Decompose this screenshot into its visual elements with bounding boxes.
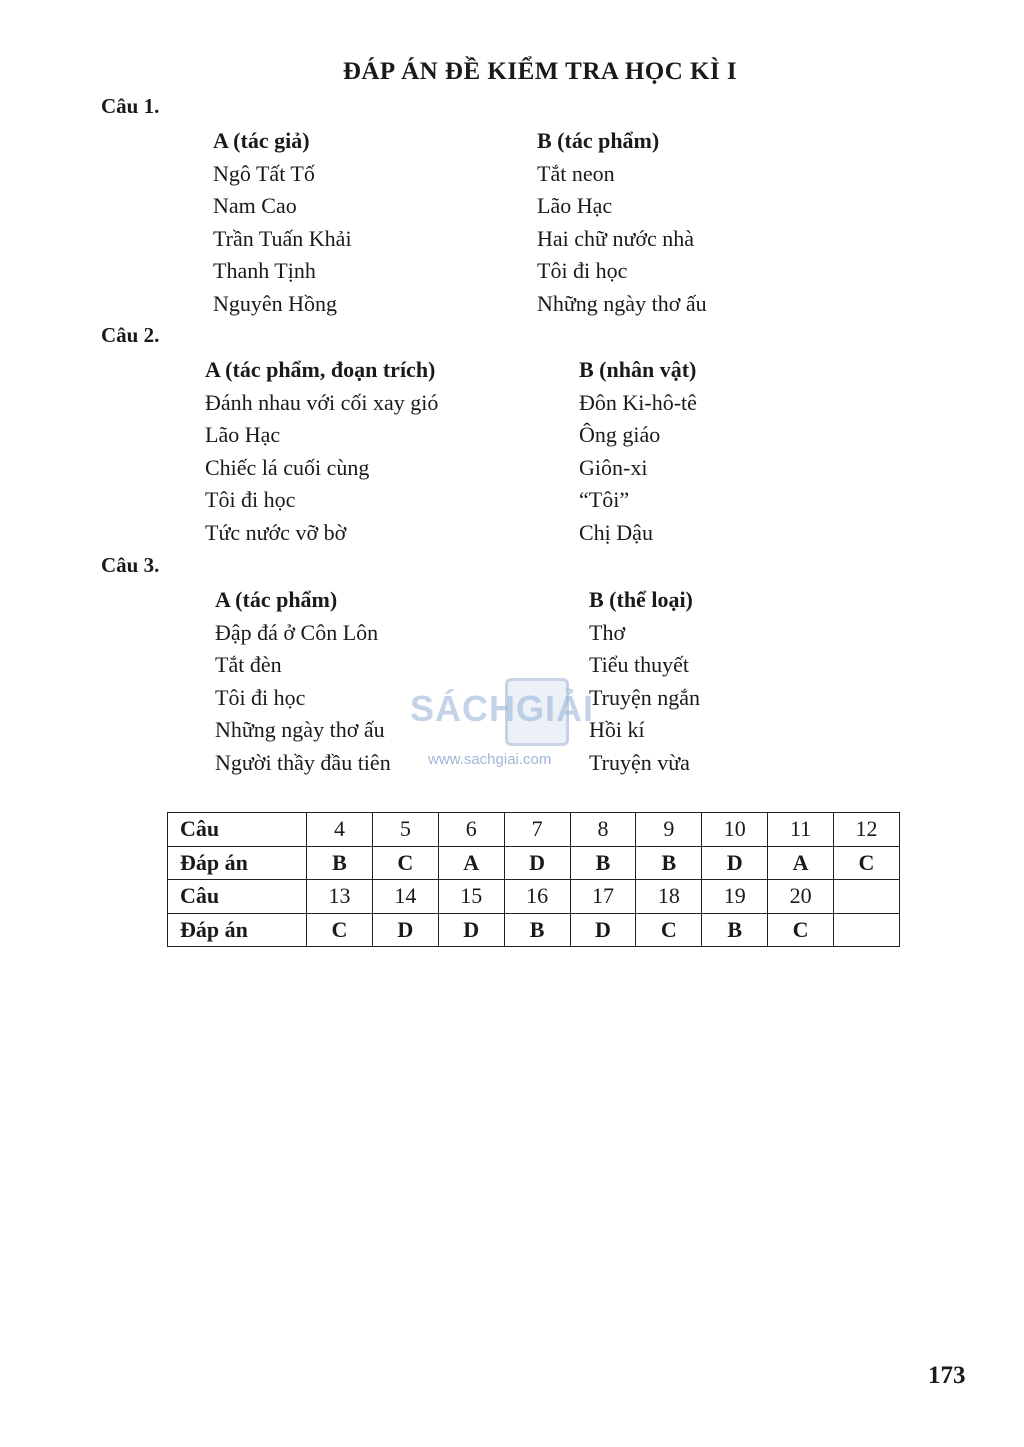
table-cell: C	[636, 913, 702, 947]
list-item: Những ngày thơ ấu	[537, 290, 707, 316]
list-item: Người thầy đầu tiên	[215, 749, 391, 775]
list-item: Những ngày thơ ấu	[215, 717, 385, 743]
list-item: Tôi đi học	[205, 487, 296, 513]
list-item: Chiếc lá cuối cùng	[205, 454, 370, 480]
table-cell: D	[504, 846, 570, 880]
page-title: ĐÁP ÁN ĐỀ KIỂM TRA HỌC KÌ I	[342, 58, 738, 85]
list-item: Đôn Ki-hô-tê	[579, 389, 697, 415]
watermark-logo-text: SÁCHGIẢI	[410, 688, 595, 729]
list-item: Chị Dậu	[579, 519, 653, 545]
column-header: B (thể loại)	[589, 587, 693, 612]
table-cell: 8	[570, 813, 636, 847]
table-cell: 16	[504, 880, 570, 914]
list-item: Hồi kí	[589, 717, 645, 743]
table-cell: C	[372, 846, 438, 880]
list-item: Tắt đèn	[215, 652, 282, 678]
list-item: Lão Hạc	[205, 422, 281, 448]
table-cell: 4	[307, 813, 373, 847]
table-cell: 7	[504, 813, 570, 847]
q3-column-a	[215, 584, 391, 780]
q1-column-a	[213, 125, 352, 321]
list-item: Tắt neon	[537, 160, 615, 186]
table-cell: B	[702, 913, 768, 947]
column-header: B (nhân vật)	[579, 357, 697, 382]
table-cell: A	[768, 846, 834, 880]
row-label: Câu	[168, 813, 307, 847]
watermark-url: www.sachgiai.com	[428, 751, 552, 768]
row-label: Đáp án	[168, 846, 307, 880]
table-cell: 18	[636, 880, 702, 914]
list-item: Nam Cao	[213, 193, 297, 219]
table-cell: 9	[636, 813, 702, 847]
list-item: Trần Tuấn Khải	[213, 225, 352, 251]
table-cell: C	[307, 913, 373, 947]
list-item: Ngô Tất Tố	[213, 160, 315, 186]
list-item: “Tôi”	[579, 487, 630, 513]
answer-table	[167, 812, 900, 947]
table-cell: C	[834, 846, 900, 880]
q3-column-b	[589, 584, 700, 780]
table-cell: D	[438, 913, 504, 947]
table-row	[168, 846, 900, 880]
table-cell: 11	[768, 813, 834, 847]
row-label: Câu	[168, 880, 307, 914]
table-cell: B	[570, 846, 636, 880]
q2-column-b	[579, 354, 697, 550]
table-cell: D	[372, 913, 438, 947]
table-cell: 15	[438, 880, 504, 914]
list-item: Tôi đi học	[215, 684, 306, 710]
table-row	[168, 813, 900, 847]
list-item: Thơ	[589, 619, 626, 645]
column-header: A (tác phẩm)	[215, 587, 338, 612]
list-item: Hai chữ nước nhà	[537, 225, 695, 251]
list-item: Thanh Tịnh	[213, 258, 316, 284]
list-item: Nguyên Hồng	[213, 290, 338, 316]
table-cell: D	[570, 913, 636, 947]
table-cell: 17	[570, 880, 636, 914]
list-item: Truyện vừa	[589, 749, 690, 775]
page-number: 173	[928, 1362, 966, 1389]
q2-column-a	[205, 354, 438, 550]
table-cell: B	[504, 913, 570, 947]
table-cell: B	[636, 846, 702, 880]
column-header: A (tác giả)	[213, 128, 310, 153]
table-row	[168, 880, 900, 914]
list-item: Lão Hạc	[537, 193, 613, 219]
table-cell: 20	[768, 880, 834, 914]
list-item: Truyện ngắn	[589, 684, 701, 710]
table-cell	[834, 880, 900, 914]
list-item: Ông giáo	[579, 422, 661, 448]
table-row	[168, 913, 900, 947]
table-cell: 5	[372, 813, 438, 847]
table-cell: C	[768, 913, 834, 947]
table-cell: 6	[438, 813, 504, 847]
table-cell: 13	[307, 880, 373, 914]
column-header: B (tác phẩm)	[537, 128, 660, 153]
column-header: A (tác phẩm, đoạn trích)	[205, 357, 436, 382]
question-1-label: Câu 1.	[101, 94, 160, 118]
table-cell: 10	[702, 813, 768, 847]
table-cell: 12	[834, 813, 900, 847]
row-label: Đáp án	[168, 913, 307, 947]
table-cell: D	[702, 846, 768, 880]
table-cell: 19	[702, 880, 768, 914]
question-2-label: Câu 2.	[101, 323, 160, 347]
list-item: Tức nước vỡ bờ	[205, 519, 347, 545]
question-3-label: Câu 3.	[101, 553, 160, 577]
table-cell: A	[438, 846, 504, 880]
list-item: Tiểu thuyết	[589, 652, 690, 678]
table-cell: B	[307, 846, 373, 880]
list-item: Đập đá ở Côn Lôn	[215, 619, 379, 645]
list-item: Giôn-xi	[579, 454, 648, 480]
table-cell	[834, 913, 900, 947]
list-item: Đánh nhau với cối xay gió	[205, 389, 439, 415]
table-cell: 14	[372, 880, 438, 914]
q1-column-b	[537, 125, 707, 321]
list-item: Tôi đi học	[537, 258, 628, 284]
